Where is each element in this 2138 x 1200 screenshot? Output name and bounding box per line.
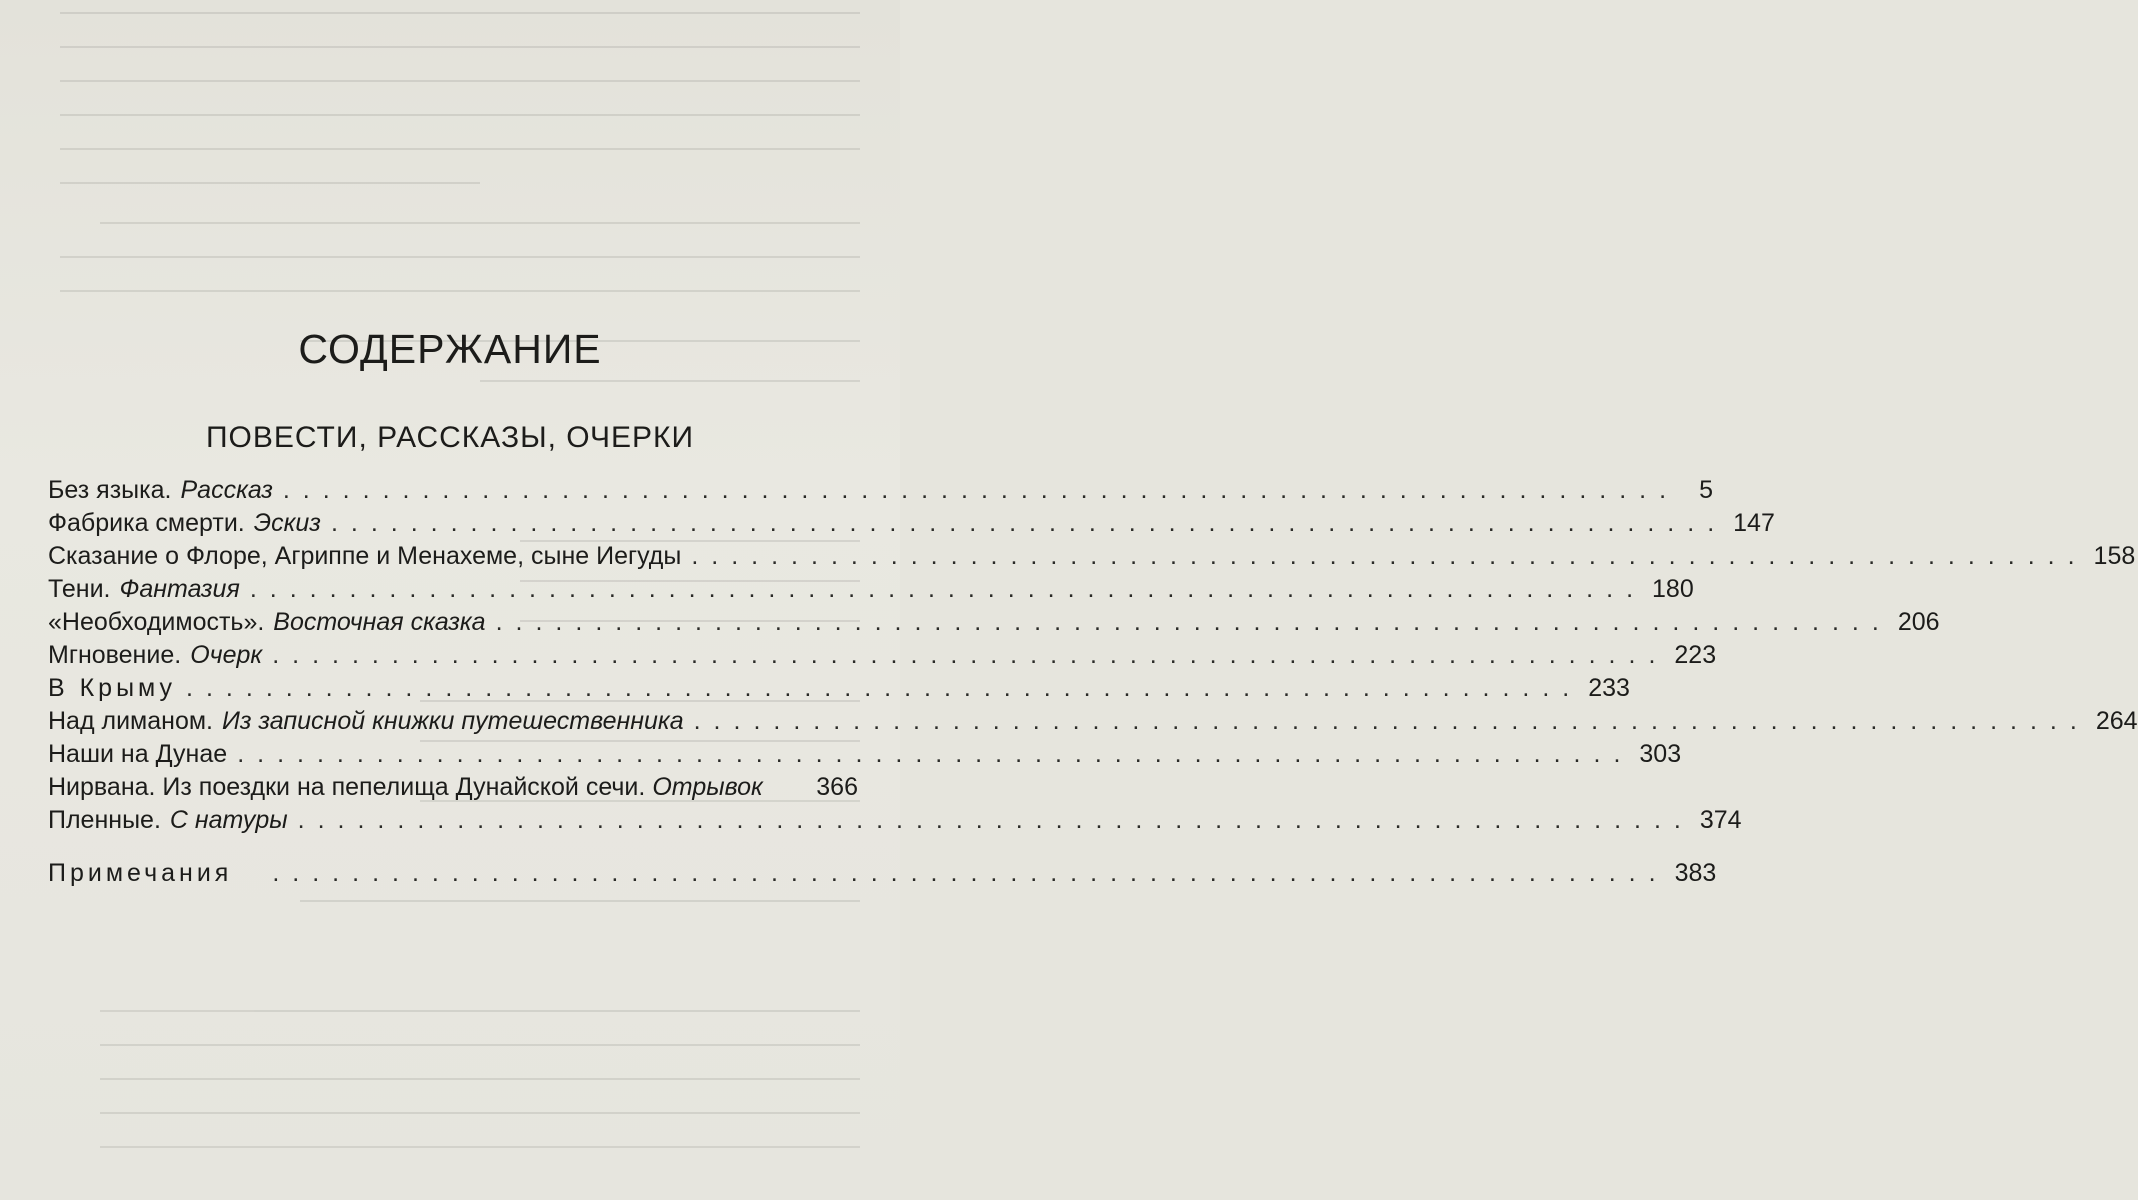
toc-entry-title: Без языка. — [48, 476, 172, 504]
toc-entry-subtitle: Эскиз — [253, 509, 321, 537]
toc-entry-page: 303 — [1639, 740, 1682, 768]
toc-notes-title: Примечания — [48, 859, 233, 887]
toc-entry — [48, 674, 1630, 706]
toc-entry — [48, 509, 1775, 541]
toc-entry-page: 233 — [1588, 674, 1630, 702]
toc-entry-page: 5 — [1699, 476, 1714, 504]
toc-entry — [48, 575, 1694, 607]
toc-entry-title: Наши на Дунае — [48, 740, 228, 768]
toc-entry — [48, 806, 1742, 838]
toc-entry — [48, 608, 1940, 640]
toc-entry-page: 374 — [1699, 806, 1742, 834]
toc-entry-title: Сказание о Флоре, Агриппе и Менахеме, сыне Иегуды — [48, 542, 682, 570]
dot-leader: ...................................................................... — [282, 476, 1680, 504]
toc-entry-page: 180 — [1652, 575, 1694, 603]
toc-entry — [48, 773, 858, 805]
toc-entry-title: Пленные. — [48, 806, 161, 834]
dot-leader: ...................................................................... — [330, 509, 1728, 537]
dot-leader: ...................................................................... — [495, 608, 1892, 636]
toc-entry — [48, 542, 2136, 574]
toc-entry-subtitle: Рассказ — [180, 476, 273, 504]
toc-entry — [48, 641, 1717, 673]
section-heading: ПОВЕСТИ, РАССКАЗЫ, ОЧЕРКИ — [205, 421, 695, 454]
dot-leader: ...................................................................... — [272, 859, 1669, 887]
toc-entry-page: 223 — [1674, 641, 1717, 669]
toc-entry-page: 206 — [1897, 608, 1940, 636]
toc-entry-subtitle: Фантазия — [119, 575, 240, 603]
toc-entry-title: Над лиманом. — [48, 707, 213, 735]
toc-notes-entry — [48, 859, 1717, 891]
dot-leader: ...................................................................... — [693, 707, 2090, 735]
dot-leader: ...................................................................... — [186, 674, 1583, 702]
toc-entry-page: 158 — [2093, 542, 2136, 570]
dot-leader: ...................................................................... — [272, 641, 1669, 669]
toc-entry-subtitle: Из записной книжки путешественника — [221, 707, 684, 735]
toc-entry-page: 366 — [816, 773, 858, 801]
dot-leader: ...................................................................... — [249, 575, 1647, 603]
toc-entry-subtitle: Очерк — [190, 641, 263, 669]
toc-entry — [48, 476, 1714, 508]
toc-entry-page: 264 — [2095, 707, 2138, 735]
toc-entry-subtitle: С натуры — [169, 806, 288, 834]
toc-entry-title: Нирвана. Из поездки на пепелища Дунайской сечи. — [48, 773, 646, 801]
toc-entry — [48, 740, 1682, 772]
page-title: СОДЕРЖАНИЕ — [298, 326, 602, 372]
toc-entry-title: Мгновение. — [48, 641, 182, 669]
toc-entry-title: Тени. — [48, 575, 111, 603]
toc-entry-title: В Крыму — [48, 674, 177, 702]
toc-entry-subtitle: Восточная сказка — [273, 608, 486, 636]
toc-entry — [48, 707, 2138, 739]
toc-entry-page: 147 — [1733, 509, 1775, 537]
toc-entry-subtitle: Отрывок — [652, 773, 763, 801]
toc-notes-page: 383 — [1674, 859, 1717, 887]
dot-leader: ...................................................................... — [297, 806, 1694, 834]
toc-entry-title: «Необходимость». — [48, 608, 265, 636]
toc-entry-title: Фабрика смерти. — [48, 509, 245, 537]
dot-leader: ...................................................................... — [237, 740, 1634, 768]
dot-leader: ...................................................................... — [691, 542, 2088, 570]
